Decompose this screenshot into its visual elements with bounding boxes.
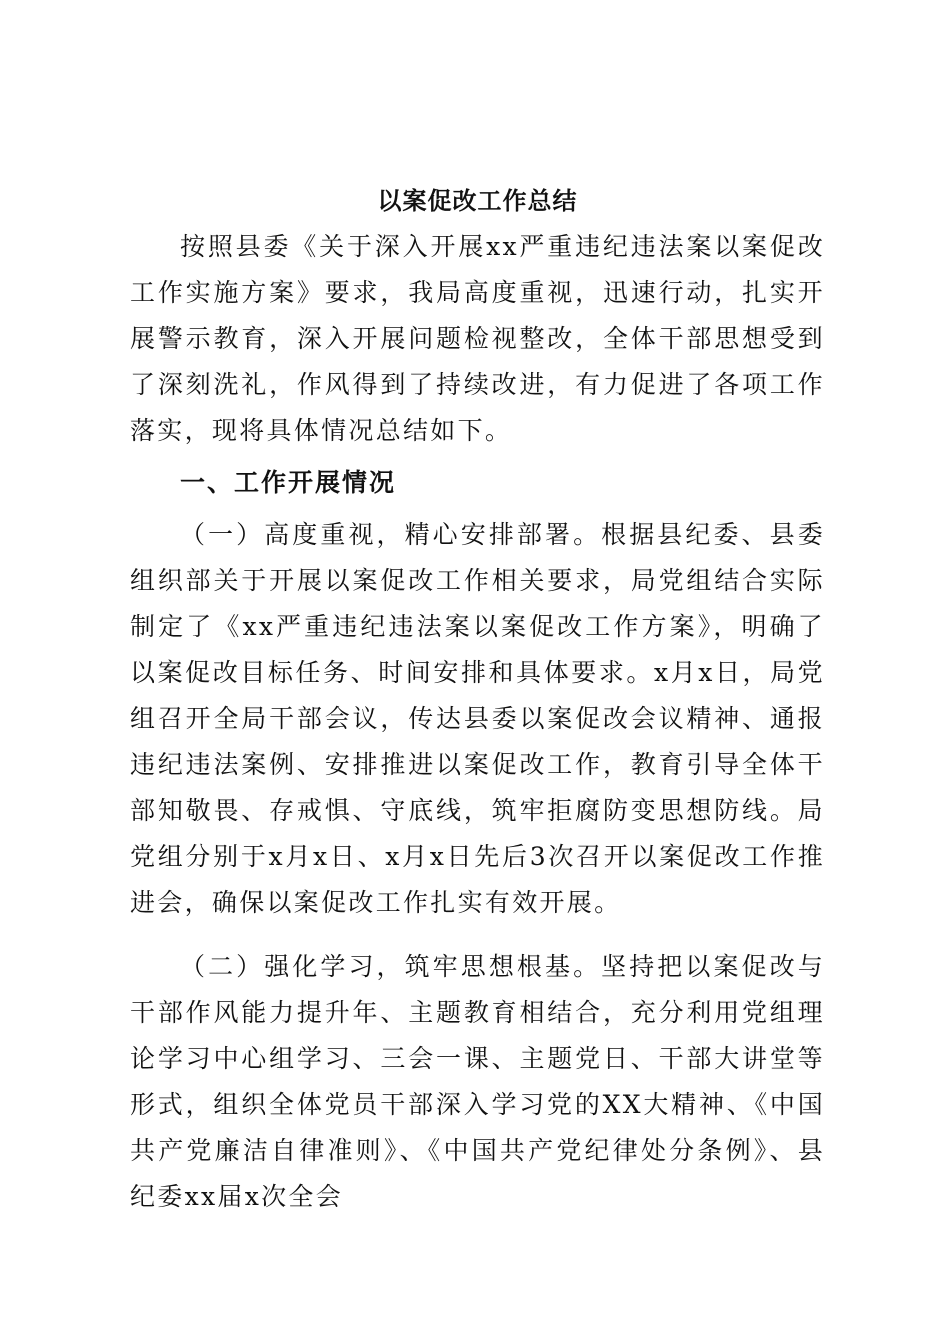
subsection-1-body: 根据县纪委、县委组织部关于开展以案促改工作相关要求，局党组结合实际制定了《xx严重违纪违法案以案促改工作方案》，明确了以案促改目标任务、时间安排和具体要求。x月x日，局党组召开全局干部会议，传达县委以案促改会议精神、通报违纪违法案例、安排推进以案促改工作，教育引导全体干部知敬畏、存戒惧、守底线，筑牢拒腐防变思想防线。局党组分别于x月x日、x月x日先后3次召开以案促改工作推进会，确保以案促改工作扎实有效开展。 [130,520,825,917]
intro-paragraph: 按照县委《关于深入开展xx严重违纪违法案以案促改工作实施方案》要求，我局高度重视，迅速行动，扎实开展警示教育，深入开展问题检视整改，全体干部思想受到了深刻洗礼，作风得到了持续改进，有力促进了各项工作落实，现将具体情况总结如下。 [130,232,825,445]
subsection-1-paragraph [130,512,825,926]
subsection-2-lead: （二）强化学习，筑牢思想根基。 [180,952,602,981]
subsection-2-body: 坚持把以案促改与干部作风能力提升年、主题教育相结合，充分利用党组理论学习中心组学习、三会一课、主题党日、干部大讲堂等形式，组织全体党员干部深入学习党的XX大精神、《中国共产党廉洁自律准则》、《中国共产党纪律处分条例》、县纪委xx届x次全会 [130,952,825,1211]
subsection-2-paragraph [130,944,825,1220]
document-body [130,178,825,1220]
section-heading: 一、工作开展情况 [180,468,397,497]
subsection-1-lead: （一）高度重视，精心安排部署。 [180,520,602,549]
document-title: 以案促改工作总结 [377,187,578,215]
